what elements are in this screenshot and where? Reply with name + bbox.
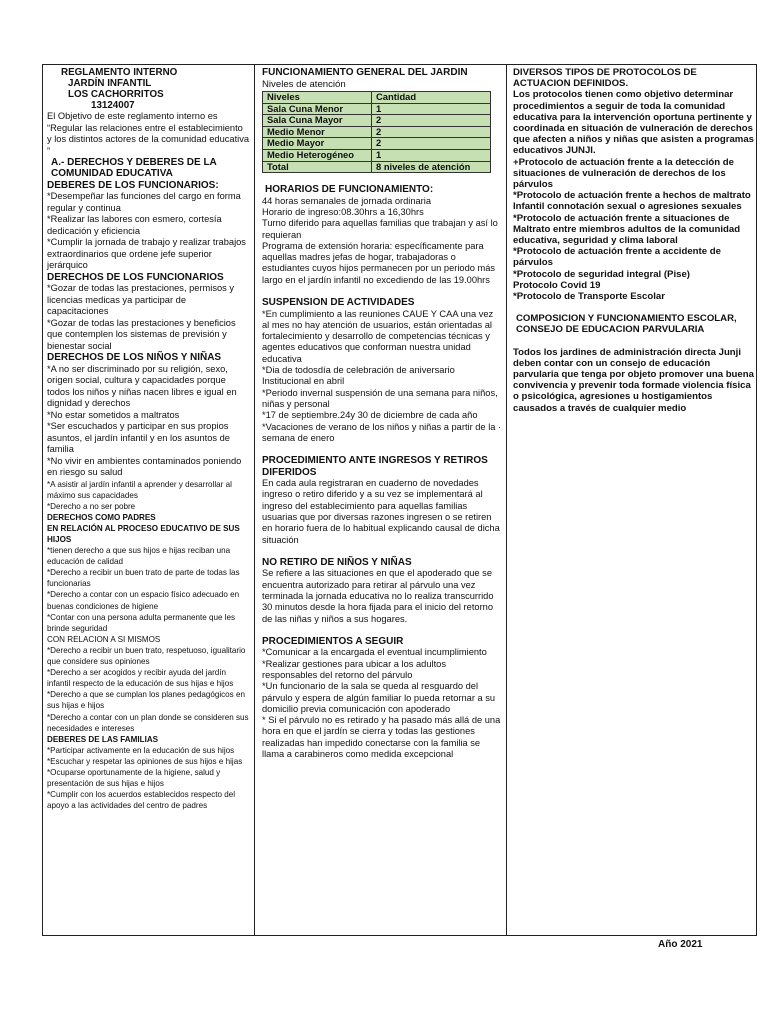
suspension-item: *Periodo invernal suspensión de una semana para niños, niñas y personal bbox=[262, 387, 498, 409]
proceso-educativo-item: *tienen derecho a que sus hijos e hijas reciban una educación de calidad bbox=[47, 546, 231, 567]
ingresos-retiros-text: En cada aula registraran en cuaderno de novedades ingreso o retiro diferido y a su vez se implementará al ingreso del establecimiento para aquellas familias usuarias que por diversas razones ingresen o se retiren en horario fuera de lo habitual explicando causal de dicha situación bbox=[262, 478, 500, 545]
si-mismos-item: *Derecho a que se cumplan los planes pedagógicos en sus hijas e hijos bbox=[47, 690, 245, 711]
suspension-item: *17 de septiembre.24y 30 de diciembre de cada año bbox=[262, 410, 478, 421]
derechos-ninos-item: *No vivir en ambientes contaminados poniendo en riesgo su salud bbox=[47, 455, 242, 478]
deberes-familias-heading: DEBERES DE LAS FAMILIAS bbox=[47, 734, 159, 744]
si-mismos-heading: CON RELACION A SI MISMOS bbox=[47, 634, 161, 644]
si-mismos-item: *Derecho a recibir un buen trato, respetuoso, igualitario que considere sus opiniones bbox=[47, 645, 246, 667]
table-row bbox=[263, 126, 491, 138]
protocolos-item: *Protocolo de Transporte Escolar bbox=[513, 291, 665, 303]
deberes-familias-item: *Escuchar y respetar las opiniones de sus hijos e hijas bbox=[47, 756, 243, 766]
derechos-ninos-item: *Ser escuchados y participar en sus propios asuntos, el jardín infantil y en los asuntos de familia bbox=[47, 421, 230, 455]
deberes-funcionarios-item: *Desempeñar las funciones del cargo en forma regular y continua bbox=[47, 191, 241, 213]
protocolos-item: *Protocolo de actuación frente a hechos de maltrato Infantil connotación sexual o agresiones sexuales bbox=[513, 190, 751, 213]
table-cell: Medio Menor bbox=[263, 126, 372, 138]
derechos-ninos-item: *A no ser discriminado por su religión, sexo, origen social, cultura y capacidades porque todos los niños y niñas nacen libres e igual en dignidad y derechos bbox=[47, 363, 237, 409]
document-frame bbox=[42, 64, 757, 950]
table-cell: Sala Cuna Menor bbox=[263, 103, 372, 115]
section-a-heading: A.- DERECHOS Y DEBERES DE LA COMUNIDAD EDUCATIVA bbox=[51, 157, 217, 180]
table-cell: 1 bbox=[372, 103, 491, 115]
title-reglamento: REGLAMENTO INTERNO bbox=[61, 67, 178, 78]
title-cachorritos: LOS CACHORRITOS bbox=[68, 89, 164, 100]
proceso-educativo-heading: EN RELACIÓN AL PROCESO EDUCATIVO DE SUS HIJOS bbox=[47, 523, 240, 544]
protocolos-heading: DIVERSOS TIPOS DE PROTOCOLOS DE ACTUACION DEFINIDOS. bbox=[513, 67, 697, 90]
column-protocolos bbox=[507, 65, 758, 935]
no-retiro-heading: NO RETIRO DE NIÑOS Y NIÑAS bbox=[262, 556, 412, 568]
table-header-cell: Niveles bbox=[263, 92, 372, 104]
deberes-funcionarios-item: *Realizar las labores con esmero, cortesía dedicación y eficiencia bbox=[47, 214, 222, 236]
derechos-padres-heading: DERECHOS COMO PADRES bbox=[47, 512, 156, 522]
niveles-subtitle: Niveles de atención bbox=[262, 78, 346, 90]
derechos-ninos-item: *A asistir al jardín infantil a aprender y desarrollar al máximo sus capacidades bbox=[47, 479, 232, 500]
funcionamiento-heading: FUNCIONAMIENTO GENERAL DEL JARDIN bbox=[262, 67, 468, 78]
procedimientos-item: *Un funcionario de la sala se queda al resguardo del párvulo y espera de algún familiar lo pueda retornar a su domicilio previa comunicación con apoderado bbox=[262, 681, 496, 714]
deberes-funcionarios-heading: DEBERES DE LOS FUNCIONARIOS: bbox=[47, 179, 219, 191]
deberes-familias-item: *Ocuparse oportunamente de la higiene, salud y presentación de sus hijas e hijos bbox=[47, 767, 221, 789]
deberes-familias-item: *Participar activamente en la educación de sus hijos bbox=[47, 745, 235, 755]
si-mismos-item: *Derecho a contar con un plan donde se consideren sus necesidades e intereses bbox=[47, 712, 249, 733]
table-row bbox=[263, 103, 491, 115]
proceso-educativo-item: *Derecho a contar con un espacio físico adecuado en buenas condiciones de higiene bbox=[47, 590, 240, 611]
suspension-item: *En cumplimiento a las reuniones CAUE Y CAA una vez al mes no hay atención de usuarios, están orientadas al fortalecimiento y desarrollo de competencias técnicas y agentes educativos que conforman nuestra unidad educativa bbox=[262, 308, 494, 364]
protocolos-item: *Protocolo de actuación frente a accidente de párvulos bbox=[513, 246, 721, 269]
procedimientos-item: *Realizar gestiones para ubicar a los adultos responsables del retorno del párvulo bbox=[262, 658, 446, 680]
protocolos-item: *Protocolo de actuación frente a situaciones de Maltrato entre miembros adultos de la comunidad educativa, seguridad y clima laboral bbox=[513, 212, 741, 247]
horarios-item: Horario de ingreso:08.30hrs a 16,30hrs bbox=[262, 206, 424, 217]
no-retiro-text: Se refiere a las situaciones en que el apoderado que se encuentra autorizado para retirar al párvulo una vez terminada la jornada educativa no lo realiza transcurrido 30 minutos desde la hora fijada para el inicio del retorno de las niñas y niños a sus hogares. bbox=[262, 568, 494, 624]
horarios-item: Programa de extensión horaria: específicamente para aquellas madres jefas de hogar, trabajadoras o estudiantes cuyos hijos permanecen por un periodo más largo en el jardín infantil no excediendo de las 19.00hrs bbox=[262, 240, 496, 285]
deberes-funcionarios-item: *Cumplir la jornada de trabajo y realizar trabajos extraordinarios que ordene jefe superior jerárquico bbox=[47, 237, 246, 271]
suspension-item: *Vacaciones de verano de los niños y niñas a partir de la · semana de enero bbox=[262, 421, 502, 443]
composicion-text: Todos los jardines de administración directa Junji deben contar con un consejo de educación parvularia que tenga por objeto promover una buena convivencia y prevenir toda formade violencia física o psicológica, agresiones u hostigamientos causados a través de cualquier medio bbox=[513, 346, 754, 414]
table-cell: Medio Heterogéneo bbox=[263, 149, 372, 161]
column-reglamento bbox=[43, 65, 255, 935]
table-row bbox=[263, 115, 491, 127]
title-jardin: JARDÍN INFANTIL bbox=[68, 78, 152, 89]
table-cell: 2 bbox=[372, 126, 491, 138]
derechos-funcionarios-heading: DERECHOS DE LOS FUNCIONARIOS bbox=[47, 271, 224, 283]
derechos-ninos-item: *No estar sometidos a maltratos bbox=[47, 409, 180, 420]
table-cell: 1 bbox=[372, 149, 491, 161]
table-row bbox=[263, 138, 491, 150]
table-cell: 8 niveles de atención bbox=[372, 161, 491, 173]
si-mismos-item: *Derecho a ser acogidos y recibir ayuda del jardín infantil respecto de la educación de sus hijas e hijos bbox=[47, 668, 234, 689]
column-funcionamiento bbox=[255, 65, 507, 935]
suspension-item: *Dia de todosdía de celebración de aniversario Institucional en abril bbox=[262, 365, 455, 387]
horarios-item: Turno diferido para aquellas familias que trabajan y así lo requieran bbox=[262, 218, 498, 240]
table-cell: Total bbox=[263, 161, 372, 173]
title-code: 13124007 bbox=[91, 100, 135, 111]
table-cell: Medio Mayor bbox=[263, 138, 372, 150]
protocolos-item: Protocolo Covid 19 bbox=[513, 279, 601, 291]
horarios-item: 44 horas semanales de jornada ordinaria bbox=[262, 195, 432, 206]
table-row bbox=[263, 149, 491, 161]
derechos-ninos-heading: DERECHOS DE LOS NIÑOS Y NIÑAS bbox=[47, 352, 222, 364]
protocolos-item: +Protocolo de actuación frente a la detección de situaciones de vulneración de derechos de los párvulos bbox=[513, 156, 734, 191]
procedimientos-item: * Si el párvulo no es retirado y ha pasado más allá de una hora en que el jardín se cierra y todas las gestiones realizadas han impedido conectarse con la familia se llama a carabineros como medida excepcional bbox=[262, 715, 501, 760]
proceso-educativo-item: *Derecho a recibir un buen trato de parte de todas las funcionarias bbox=[47, 568, 240, 589]
table-header-cell: Cantidad bbox=[372, 92, 491, 104]
protocolos-item: *Protocolo de seguridad integral (Pise) bbox=[513, 268, 690, 280]
derechos-ninos-item: *Derecho a no ser pobre bbox=[47, 501, 136, 511]
composicion-heading: COMPOSICION Y FUNCIONAMIENTO ESCOLAR, CONSEJO DE EDUCACION PARVULARIA bbox=[516, 313, 737, 336]
ingresos-retiros-heading: PROCEDIMIENTO ANTE INGRESOS Y RETIROS DIFERIDOS bbox=[262, 455, 488, 478]
table-header-row bbox=[263, 92, 491, 104]
objetivo-text: El Objetivo de este reglamento interno es “Regular las relaciones entre el establecimiento y los distintos actores de la comunidad educativa ” bbox=[47, 111, 250, 156]
suspension-heading: SUSPENSION DE ACTIVIDADES bbox=[262, 297, 415, 309]
derechos-funcionarios-item: *Gozar de todas las prestaciones y beneficios que contemplen los sistemas de previsión y bienestar social bbox=[47, 317, 236, 351]
deberes-familias-item: *Cumplir con los acuerdos establecidos respecto del apoyo a las actividades del centro de padres bbox=[47, 790, 236, 811]
procedimientos-heading: PROCEDIMIENTOS A SEGUIR bbox=[262, 635, 404, 647]
table-row bbox=[263, 161, 491, 173]
year-label: Año 2021 bbox=[658, 939, 703, 950]
table-cell: Sala Cuna Mayor bbox=[263, 115, 372, 127]
table-cell: 2 bbox=[372, 115, 491, 127]
proceso-educativo-item: *Contar con una persona adulta permanente que les brinde seguridad bbox=[47, 612, 236, 633]
procedimientos-item: *Comunicar a la encargada el eventual incumplimiento bbox=[262, 647, 487, 658]
protocolos-item: Los protocolos tienen como objetivo determinar procedimientos a seguir de toda la comunidad educativa para la intervención oportuna pertinente y coordinada en situación de vulneración de derechos que afecten a niños y niñas que asisten a programas educativos JUNJI. bbox=[513, 89, 754, 157]
horarios-heading: HORARIOS DE FUNCIONAMIENTO: bbox=[265, 184, 434, 196]
derechos-funcionarios-item: *Gozar de todas las prestaciones, permisos y licencias medicas ya participar de capacitaciones bbox=[47, 283, 235, 317]
table-cell: 2 bbox=[372, 138, 491, 150]
niveles-table bbox=[262, 91, 491, 173]
